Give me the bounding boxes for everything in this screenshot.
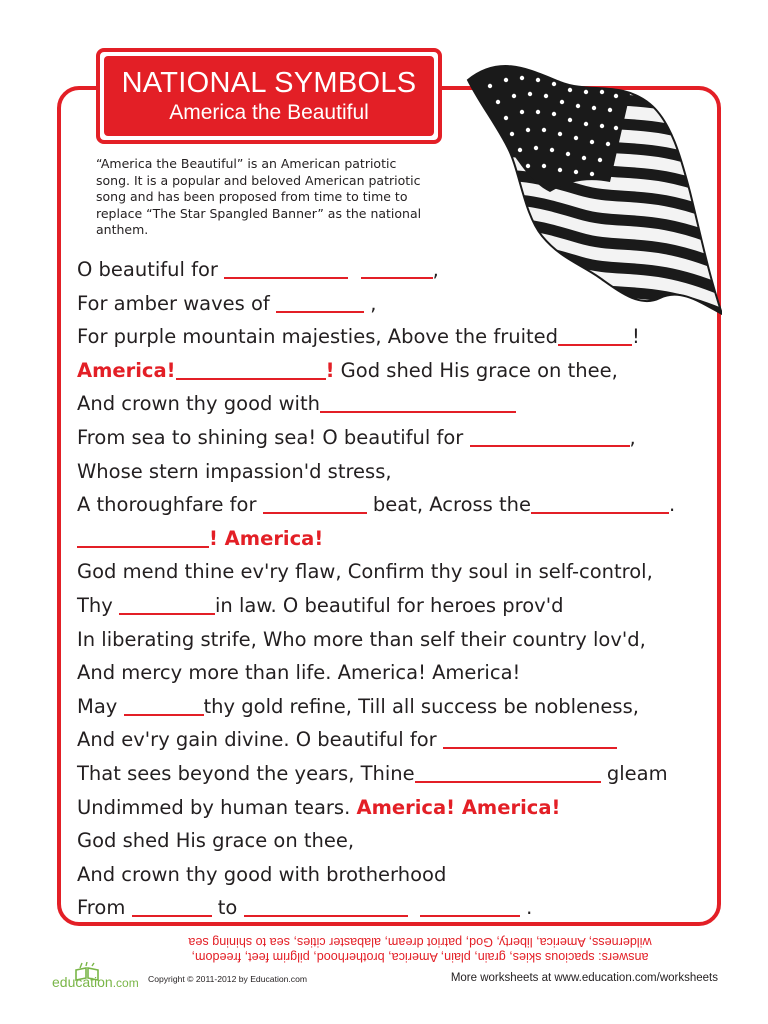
title-box <box>96 48 442 144</box>
poem-text: And ev'ry gain divine. O beautiful for <box>77 728 443 752</box>
poem-text: May <box>77 694 124 718</box>
poem-text: God mend thine ev'ry flaw, Confirm thy soul in self-control, <box>77 560 653 584</box>
poem-line <box>77 555 727 589</box>
poem-text: gleam <box>600 761 668 785</box>
blank-line[interactable] <box>244 895 408 917</box>
poem-text: And mercy more than life. America! America! <box>77 661 521 685</box>
poem-text: . <box>526 896 533 920</box>
poem-line <box>77 623 727 657</box>
blank-line[interactable] <box>119 593 215 615</box>
poem-text: In liberating strife, Who more than self their country lov'd, <box>77 627 646 651</box>
poem-text: For amber waves of <box>77 291 276 315</box>
poem-line <box>77 455 727 489</box>
answer-line: wilderness, America, liberty, God, patriot dream, alabaster cities, sea to shining sea <box>188 935 652 949</box>
blank-line[interactable] <box>361 257 433 279</box>
blank-line[interactable] <box>77 526 209 548</box>
poem-text: God shed His grace on thee, <box>334 358 618 382</box>
more-worksheets-link[interactable]: More worksheets at www.education.com/worksheets <box>450 972 718 984</box>
blank-line[interactable] <box>176 358 326 380</box>
poem-text: And crown thy good with <box>77 392 320 416</box>
poem-line <box>77 656 727 690</box>
answer-line: answers: spacious skies, grain, plain, America, brotherhood, pilgrim feet, freedom, <box>191 950 649 964</box>
logo-domain: .com <box>112 976 139 990</box>
poem-text: to <box>211 896 244 920</box>
blank-line[interactable] <box>415 761 601 783</box>
red-highlight: ! <box>325 358 335 382</box>
poem-text: Thy <box>77 593 120 617</box>
poem-text: , <box>432 258 439 281</box>
blank-line[interactable] <box>224 257 348 279</box>
poem-text: in law. O beautiful for heroes prov'd <box>215 593 564 617</box>
poem-text: beat, Across the <box>366 493 532 517</box>
poem-text: God shed His grace on thee, <box>77 829 355 853</box>
blank-line[interactable] <box>558 324 632 346</box>
poem-line <box>77 723 727 757</box>
blank-line[interactable] <box>420 895 520 917</box>
intro-line: replace “The Star Spangled Banner” as the national <box>96 205 422 221</box>
red-highlight: America! <box>77 358 176 382</box>
poem-text: Undimmed by human tears. <box>77 795 357 819</box>
blank-line[interactable] <box>470 425 630 447</box>
poem-text: For purple mountain majesties, Above the fruited <box>77 325 559 349</box>
poem-line <box>77 891 727 925</box>
intro-line: song. It is a popular and beloved American patriotic <box>96 172 421 188</box>
logo-text: education <box>52 974 113 990</box>
poem-line <box>77 387 727 421</box>
poem-text: O beautiful for <box>77 258 225 281</box>
red-highlight: America! America! <box>356 795 561 819</box>
blank-line[interactable] <box>443 727 617 749</box>
poem-line <box>77 589 727 623</box>
footer <box>0 960 768 1000</box>
poem-text: , <box>364 291 377 315</box>
poem-line <box>77 522 727 556</box>
blank-line[interactable] <box>531 492 669 514</box>
blank-line[interactable] <box>276 291 364 313</box>
american-flag-icon <box>460 52 722 324</box>
page-title: NATIONAL SYMBOLS <box>121 67 417 99</box>
intro-line: song and has been proposed from time to time to <box>96 189 408 205</box>
poem-line <box>77 824 727 858</box>
copyright-text: Copyright © 2011-2012 by Education.com <box>148 974 308 984</box>
blank-line[interactable] <box>263 492 367 514</box>
blank-line[interactable] <box>132 895 212 917</box>
poem-line <box>77 858 727 892</box>
poem-line <box>77 320 727 354</box>
poem-line <box>77 488 727 522</box>
poem-line <box>77 791 727 825</box>
red-highlight: ! America! <box>209 526 324 550</box>
title-banner <box>104 56 434 136</box>
poem-text: And crown thy good with brotherhood <box>77 862 447 886</box>
poem-text: From sea to shining sea! O beautiful for <box>77 425 470 449</box>
poem-text: That sees beyond the years, Thine <box>77 761 415 785</box>
intro-line: anthem. <box>96 222 149 238</box>
poem-line <box>77 757 727 791</box>
blank-line[interactable] <box>320 391 516 413</box>
poem-line <box>77 421 727 455</box>
poem-text: ! <box>632 325 640 349</box>
education-logo[interactable] <box>52 974 139 990</box>
poem-text: thy gold refine, Till all success be nobleness, <box>203 694 639 718</box>
poem-line <box>77 354 727 388</box>
poem-lyrics <box>77 253 727 925</box>
poem-text: , <box>629 425 636 449</box>
poem-text: Whose stern impassion'd stress, <box>77 459 392 483</box>
poem-text: . <box>669 493 676 517</box>
poem-line <box>77 690 727 724</box>
poem-text: A thoroughfare for <box>77 493 263 517</box>
intro-paragraph <box>96 156 486 239</box>
blank-line[interactable] <box>124 694 204 716</box>
intro-line: “America the Beautiful” is an American patriotic <box>96 156 397 171</box>
poem-text: From <box>77 896 132 920</box>
page-subtitle: America the Beautiful <box>169 101 369 124</box>
